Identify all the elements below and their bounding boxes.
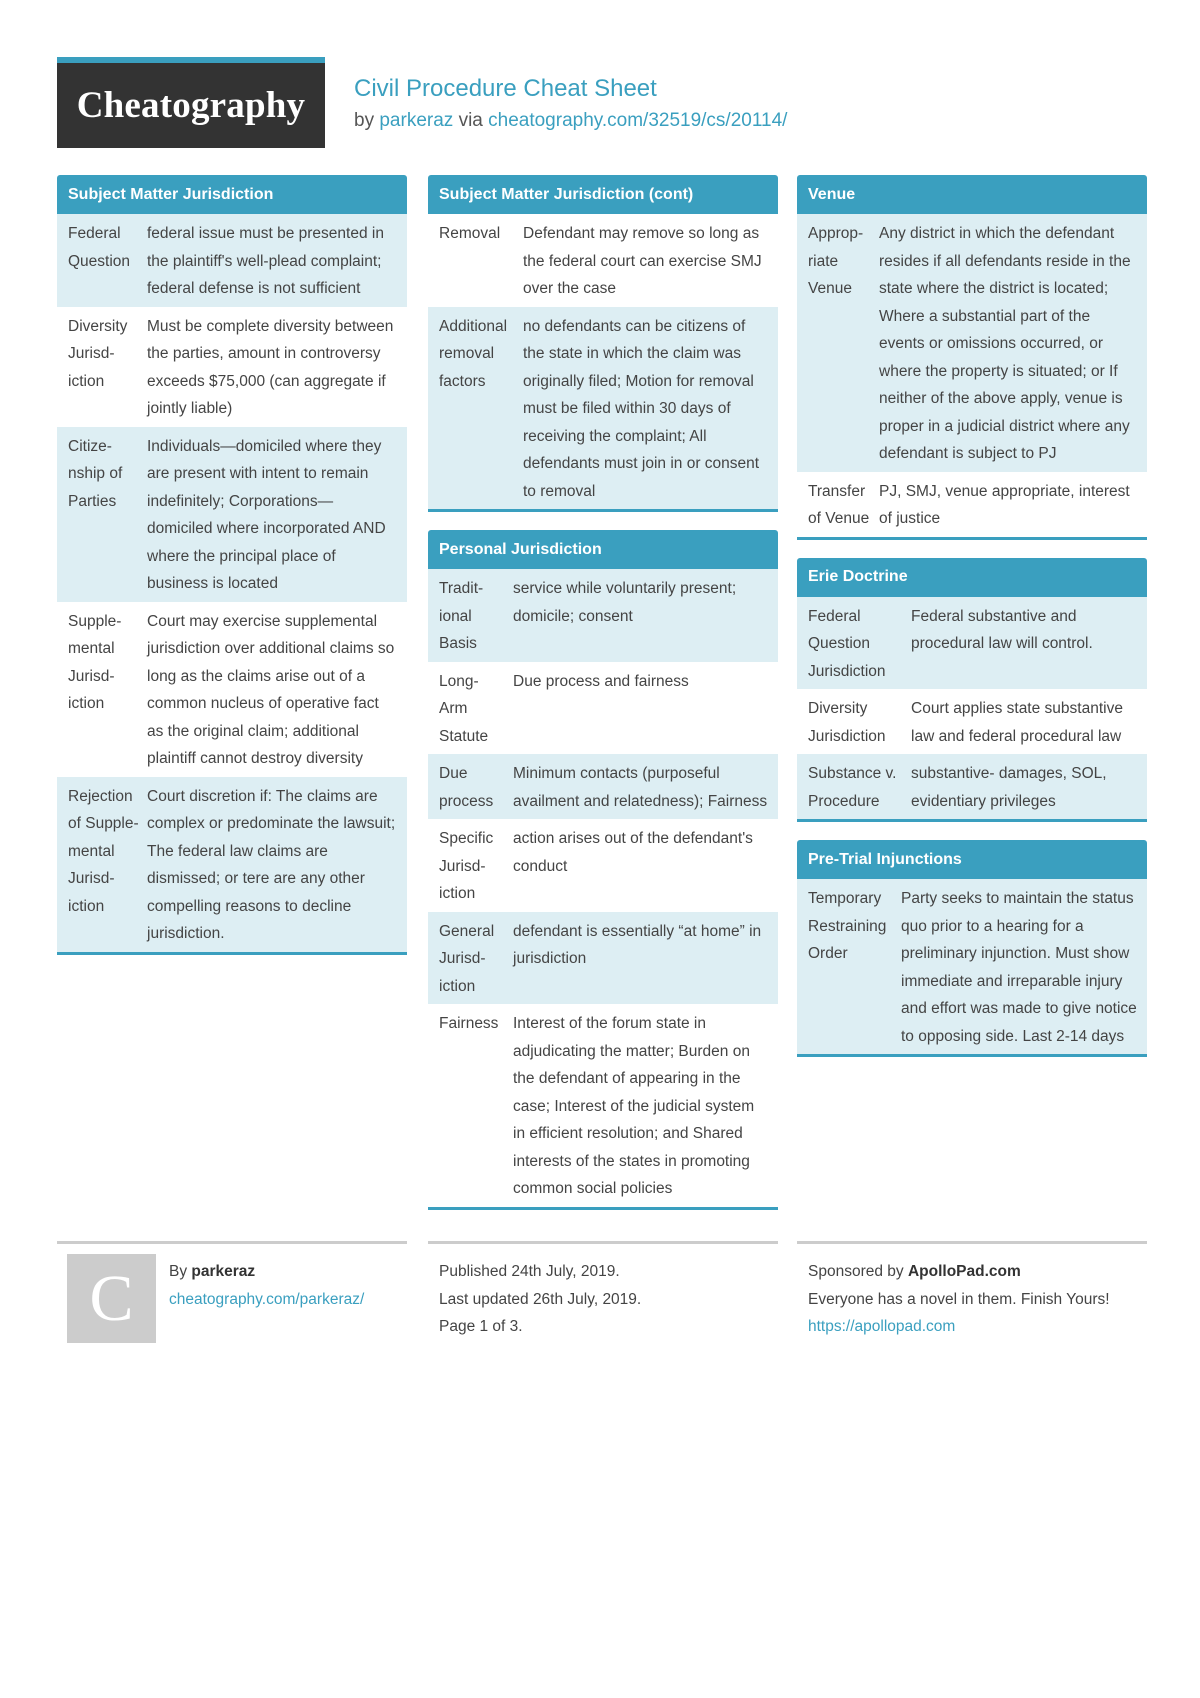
table-row bbox=[428, 569, 778, 662]
row-key: Appropriate Venue bbox=[808, 225, 864, 297]
column-1 bbox=[57, 175, 407, 973]
section-pre-trial-injunctions bbox=[797, 840, 1147, 1057]
footer-divider bbox=[797, 1241, 1147, 1244]
table-row bbox=[57, 777, 407, 952]
row-value: Minimum contacts (purposeful availment and relatedness); Fairness bbox=[513, 765, 768, 810]
row-value: Any district in which the defendant resides if all defendants reside in the state where the district is located; Where a substantial part of the events or omissions occurred, or where the property is situated; or If neither of the above apply, venue is proper in a judicial district where any defendant is subject to PJ bbox=[879, 225, 1131, 462]
section-smj-cont bbox=[428, 175, 778, 512]
row-key: Temporary Restraining Order bbox=[808, 890, 887, 962]
row-value: Interest of the forum state in adjudicating the matter; Burden on the defendant of appearing in the case; Interest of the judicial system in efficient resolution; and Shared interests of the states in promoting common social policies bbox=[513, 1015, 755, 1197]
footer-author-url-link[interactable]: cheatography.com/parkeraz/ bbox=[169, 1290, 365, 1308]
table-row bbox=[428, 819, 778, 912]
row-value: Court applies state substantive law and federal procedural law bbox=[911, 700, 1123, 745]
row-value: action arises out of the defendant's conduct bbox=[513, 830, 753, 875]
row-value: Court may exercise supplemental jurisdiction over additional claims so long as the claims arise out of a common nucleus of operative fact as the original claim; additional plaintiff cannot destroy diversity bbox=[147, 612, 395, 767]
row-key: Additional removal factors bbox=[439, 317, 508, 390]
row-value: Individuals—domiciled where they are present with intent to remain indefinitely; Corporations—domiciled where incorporated AND where the principal place of business is located bbox=[147, 437, 386, 592]
row-value: no defendants can be citizens of the state in which the claim was originally filed; Motion for removal must be filed within 30 days of receiving the complaint; All defendants must join in or consent to removal bbox=[523, 317, 760, 500]
table-row bbox=[797, 597, 1147, 690]
page-number: Page 1 of 3. bbox=[439, 1318, 523, 1335]
row-value: Defendant may remove so long as the federal court can exercise SMJ over the case bbox=[523, 225, 762, 297]
sponsor-name[interactable]: ApolloPad.com bbox=[907, 1263, 1021, 1280]
row-value: Must be complete diversity between the parties, amount in controversy exceeds $75,000 (can aggregate if jointly liable) bbox=[147, 317, 394, 417]
section-header: Venue bbox=[797, 175, 1147, 214]
row-key: Fairness bbox=[439, 1015, 499, 1032]
sponsored-label: Sponsored by bbox=[808, 1263, 904, 1280]
footer-author-name[interactable]: parkeraz bbox=[191, 1263, 256, 1280]
row-value: service while voluntarily present; domicile; consent bbox=[513, 580, 737, 625]
row-value: PJ, SMJ, venue appropriate, interest of justice bbox=[879, 482, 1130, 527]
table-row bbox=[428, 662, 778, 755]
table-row bbox=[57, 602, 407, 777]
logo-text: Cheatography bbox=[76, 85, 306, 126]
section-personal-jurisdiction bbox=[428, 530, 778, 1210]
author-link[interactable]: parkeraz bbox=[379, 110, 454, 131]
row-key: Traditional Basis bbox=[439, 580, 484, 652]
row-key: Specific Jurisdiction bbox=[439, 830, 494, 902]
via-label: via bbox=[458, 110, 483, 131]
row-key: Federal Question Jurisdiction bbox=[808, 607, 886, 680]
table-row bbox=[57, 214, 407, 307]
row-value: Party seeks to maintain the status quo prior to a hearing for a preliminary injunction. Must show immediate and irreparable injury and effort was made to give notice to opposing side. Last 2-14 days bbox=[901, 890, 1137, 1045]
row-value: federal issue must be presented in the plaintiff's well-plead complaint; federal defense is not sufficient bbox=[147, 225, 384, 297]
byline bbox=[354, 110, 787, 132]
section-header: Subject Matter Jurisdiction (cont) bbox=[428, 175, 778, 214]
table-row bbox=[57, 307, 407, 427]
row-value: substantive- damages, SOL, evidentiary privileges bbox=[911, 765, 1107, 810]
row-key: Federal Question bbox=[68, 225, 131, 270]
table-row bbox=[797, 689, 1147, 754]
table-row bbox=[797, 879, 1147, 1054]
updated-date: Last updated 26th July, 2019. bbox=[439, 1290, 642, 1308]
row-key: Long-Arm Statute bbox=[439, 672, 489, 745]
column-2 bbox=[428, 175, 778, 1228]
section-header: Pre-Trial Injunctions bbox=[797, 840, 1147, 879]
published-date: Published 24th July, 2019. bbox=[439, 1263, 620, 1280]
table-row bbox=[797, 214, 1147, 472]
row-value: Due process and fairness bbox=[513, 672, 689, 690]
row-value: Court discretion if: The claims are complex or predominate the lawsuit; The federal law claims are dismissed; or tere are any other compelling reasons to decline jurisdiction. bbox=[147, 787, 396, 942]
row-key: Supplemental Jurisdiction bbox=[68, 612, 122, 712]
table-row bbox=[428, 214, 778, 307]
row-key: Citizenship of Parties bbox=[68, 437, 123, 510]
section-header: Erie Doctrine bbox=[797, 558, 1147, 597]
row-key: Diversity Jurisdiction bbox=[68, 317, 128, 390]
footer-author bbox=[169, 1258, 364, 1313]
table-row bbox=[57, 427, 407, 602]
row-key: General Jurisdiction bbox=[439, 922, 495, 995]
footer-divider bbox=[428, 1241, 778, 1244]
by-prefix: by bbox=[354, 110, 375, 131]
row-key: Substance v. Procedure bbox=[808, 765, 897, 810]
sponsor-line bbox=[808, 1258, 1138, 1286]
table-row bbox=[797, 754, 1147, 819]
row-key: Rejection of Supplemental Jurisdiction bbox=[68, 787, 139, 915]
section-erie-doctrine bbox=[797, 558, 1147, 823]
section-header: Personal Jurisdiction bbox=[428, 530, 778, 569]
row-key: Diversity Jurisdiction bbox=[808, 700, 886, 745]
page-title: Civil Procedure Cheat Sheet bbox=[354, 75, 657, 102]
footer-author-line bbox=[169, 1258, 364, 1286]
sponsor-text: Everyone has a novel in them. Finish Yours! bbox=[808, 1290, 1110, 1308]
row-value: defendant is essentially “at home” in jurisdiction bbox=[513, 922, 762, 967]
column-3 bbox=[797, 175, 1147, 1075]
table-row bbox=[428, 754, 778, 819]
table-row bbox=[428, 912, 778, 1005]
row-key: Removal bbox=[439, 225, 501, 242]
table-row bbox=[428, 307, 778, 510]
section-subject-matter-jurisdiction bbox=[57, 175, 407, 955]
row-value: Federal substantive and procedural law will control. bbox=[911, 607, 1093, 652]
row-key: Due process bbox=[439, 765, 494, 810]
section-header: Subject Matter Jurisdiction bbox=[57, 175, 407, 214]
footer-publish-info bbox=[439, 1258, 641, 1341]
sheet-url-link[interactable]: cheatography.com/32519/cs/20114/ bbox=[488, 110, 788, 131]
section-venue bbox=[797, 175, 1147, 540]
table-row bbox=[428, 1004, 778, 1207]
row-key: Transfer of Venue bbox=[808, 482, 870, 527]
footer-sponsor bbox=[808, 1258, 1138, 1341]
sponsor-url-link[interactable]: https://apollopad.com bbox=[808, 1318, 956, 1335]
by-label: By bbox=[169, 1263, 188, 1280]
cheatography-logo[interactable] bbox=[57, 57, 325, 148]
footer-divider bbox=[57, 1241, 407, 1244]
table-row bbox=[797, 472, 1147, 537]
author-avatar[interactable]: C bbox=[67, 1254, 156, 1343]
